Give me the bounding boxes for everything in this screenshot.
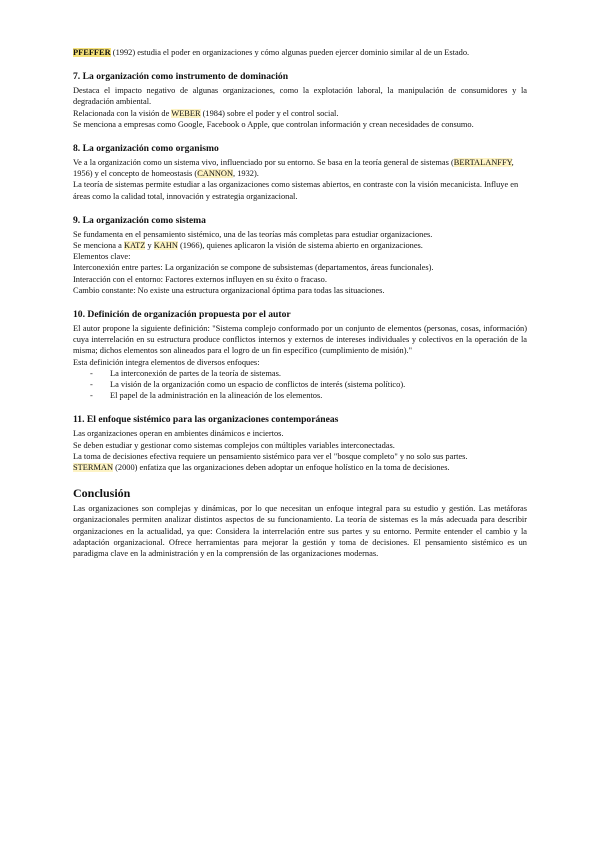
section-10	[73, 309, 527, 401]
author-highlight: PFEFFER	[73, 48, 111, 57]
paragraph: Relacionada con la visión de WEBER (1984) sobre el poder y el control social.	[73, 108, 339, 118]
paragraph: Se fundamenta en el pensamiento sistémico, una de las teorías más completas para estudiar organizaciones.	[73, 229, 433, 239]
conclusion-title: Conclusión	[73, 486, 131, 501]
list-item: - La visión de la organización como un espacio de conflictos de interés (sistema político).	[90, 380, 406, 390]
paragraph: Se deben estudiar y gestionar como sistemas complejos con múltiples variables interconectadas.	[73, 440, 395, 450]
paragraph: La toma de decisiones efectiva requiere un pensamiento sistémico para ver el "bosque completo" y no solo sus partes.	[73, 451, 468, 461]
section-11	[73, 414, 527, 473]
paragraph: STERMAN (2000) enfatiza que las organizaciones deben adoptar un enfoque holístico en la toma de decisiones.	[73, 463, 450, 473]
conclusion-paragraph: Las organizaciones son complejas y dinámicas, por lo que necesitan un enfoque integral para su estudio y gestión. Las metáforas organizacionales permiten analizar distintos aspectos de su funcionamiento. La teoría de sistemas es la más adecuada para describir organizaciones en la actualidad, ya que: Considera la interrelación entre sus partes y su entorno. Permite entender el cambio y la adaptación organizacional. Ofrece herramientas para mejorar la gestión y toma de decisiones. El pensamiento sistémico es un paradigma clave en la administración y en la comprensión de las organizaciones modernas.	[73, 504, 527, 559]
section-7	[73, 71, 527, 130]
section-title: 10. Definición de organización propuesta por el autor	[73, 309, 291, 321]
section-9	[73, 215, 527, 296]
author-highlight: STERMAN	[73, 463, 114, 473]
section-title: 11. El enfoque sistémico para las organizaciones contemporáneas	[73, 414, 339, 426]
paragraph: Elementos clave:	[73, 252, 131, 262]
paragraph: Esta definición integra elementos de diversos enfoques:	[73, 357, 260, 367]
list-item: - El papel de la administración en la alineación de los elementos.	[90, 391, 323, 401]
paragraph: Cambio constante: No existe una estructura organizacional óptima para todas las situaciones.	[73, 285, 385, 295]
paragraph: La teoría de sistemas permite estudiar a las organizaciones como sistemas abiertos, en contraste con la visión mecanicista. Influye en áreas como la calidad total, innovación y estrategia organizacional.	[73, 180, 519, 201]
section-title: 8. La organización como organismo	[73, 143, 219, 155]
paragraph: Interacción con el entorno: Factores externos influyen en su éxito o fracaso.	[73, 274, 327, 284]
list-item: - La interconexión de partes de la teoría de sistemas.	[90, 368, 281, 378]
paragraph: Destaca el impacto negativo de algunas organizaciones, como la explotación laboral, la manipulación de consumidores y la degradación ambiental.	[73, 86, 527, 107]
paragraph: El autor propone la siguiente definición: "Sistema complejo conformado por un conjunto de elementos (personas, cosas, información) cuya interrelación en su estructura produce conflictos internos y externos de intereses individuales y colectivos en la operación de la misma; dichos elementos son alineados para el logro de un fin específico (cumplimiento de misión)."	[73, 324, 527, 356]
section-title: 7. La organización como instrumento de dominación	[73, 71, 289, 83]
intro-paragraph: PFEFFER (1992) estudia el poder en organizaciones y cómo algunas pueden ejercer dominio similar al de un Estado.	[73, 48, 470, 57]
bullet-list	[73, 368, 527, 402]
author-highlight: BERTALANFFY	[453, 158, 512, 168]
paragraph: Las organizaciones operan en ambientes dinámicos e inciertos.	[73, 429, 284, 439]
paragraph: Se menciona a KATZ y KAHN (1966), quienes aplicaron la visión de sistema abierto en organizaciones.	[73, 241, 423, 251]
conclusion-section	[73, 486, 527, 559]
author-highlight: KAHN	[153, 241, 178, 251]
section-8	[73, 143, 527, 202]
author-highlight: WEBER	[171, 108, 201, 118]
section-title: 9. La organización como sistema	[73, 214, 206, 226]
paragraph: Interconexión entre partes: La organización se compone de subsistemas (departamentos, áreas funcionales).	[73, 263, 434, 273]
paragraph: Ve a la organización como un sistema vivo, influenciado por su entorno. Se basa en la teoría general de sistemas (BERTALANFFY, 1956) y el concepto de homeostasis (CANNON, 1932).	[73, 158, 514, 179]
paragraph: Se menciona a empresas como Google, Facebook o Apple, que controlan información y crean necesidades de consumo.	[73, 119, 474, 129]
author-highlight: CANNON	[197, 169, 234, 179]
author-highlight: KATZ	[123, 241, 146, 251]
